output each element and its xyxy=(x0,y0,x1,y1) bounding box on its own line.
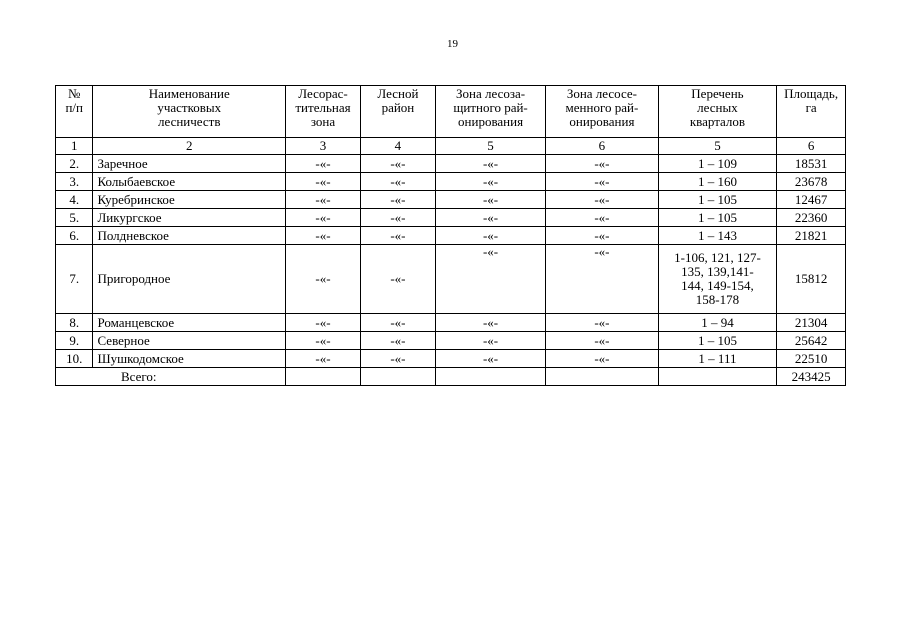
column-number: 5 xyxy=(435,138,545,155)
column-number: 6 xyxy=(777,138,846,155)
forestry-name: Северное xyxy=(93,332,286,350)
header-vegetation-zone: Лесорас- тительная зона xyxy=(286,86,361,138)
vegetation-zone-cell: -«- xyxy=(286,155,361,173)
protection-zone-cell: -«- xyxy=(435,173,545,191)
quarters-cell: 1-106, 121, 127- 135, 139,141- 144, 149-154, 158-178 xyxy=(658,245,777,314)
forestry-name: Куребринское xyxy=(93,191,286,209)
row-number: 4. xyxy=(56,191,93,209)
vegetation-zone-cell: -«- xyxy=(286,332,361,350)
vegetation-zone-cell: -«- xyxy=(286,227,361,245)
seed-zone-cell: -«- xyxy=(546,314,658,332)
header-no: № п/п xyxy=(56,86,93,138)
area-cell: 12467 xyxy=(777,191,846,209)
seed-zone-cell: -«- xyxy=(546,350,658,368)
seed-zone-cell: -«- xyxy=(546,155,658,173)
forest-district-cell: -«- xyxy=(360,245,435,314)
area-cell: 21304 xyxy=(777,314,846,332)
protection-zone-cell: -«- xyxy=(435,191,545,209)
area-cell: 23678 xyxy=(777,173,846,191)
table-row xyxy=(56,173,846,191)
forest-district-cell: -«- xyxy=(360,155,435,173)
vegetation-zone-cell: -«- xyxy=(286,350,361,368)
forestry-name: Пригородное xyxy=(93,245,286,314)
area-cell: 18531 xyxy=(777,155,846,173)
protection-zone-cell: -«- xyxy=(435,245,545,314)
protection-zone-cell: -«- xyxy=(435,332,545,350)
table-row xyxy=(56,191,846,209)
quarters-cell: 1 – 111 xyxy=(658,350,777,368)
protection-zone-cell: -«- xyxy=(435,209,545,227)
forest-district-cell: -«- xyxy=(360,227,435,245)
total-label: Всего: xyxy=(56,368,286,386)
forestry-name: Полдневское xyxy=(93,227,286,245)
column-number: 2 xyxy=(93,138,286,155)
forestry-name: Шушкодомское xyxy=(93,350,286,368)
table-row xyxy=(56,314,846,332)
seed-zone-cell: -«- xyxy=(546,173,658,191)
quarters-cell: 1 – 160 xyxy=(658,173,777,191)
forestry-name: Ликургское xyxy=(93,209,286,227)
forest-district-cell: -«- xyxy=(360,173,435,191)
quarters-cell: 1 – 143 xyxy=(658,227,777,245)
column-number: 4 xyxy=(360,138,435,155)
quarters-cell: 1 – 105 xyxy=(658,209,777,227)
area-cell: 22360 xyxy=(777,209,846,227)
protection-zone-cell: -«- xyxy=(435,227,545,245)
column-number: 3 xyxy=(286,138,361,155)
row-number: 6. xyxy=(56,227,93,245)
quarters-cell: 1 – 94 xyxy=(658,314,777,332)
seed-zone-cell: -«- xyxy=(546,332,658,350)
quarters-cell: 1 – 105 xyxy=(658,191,777,209)
empty-cell xyxy=(546,368,658,386)
row-number: 3. xyxy=(56,173,93,191)
quarters-cell: 1 – 109 xyxy=(658,155,777,173)
row-number: 2. xyxy=(56,155,93,173)
forestry-name: Романцевское xyxy=(93,314,286,332)
empty-cell xyxy=(360,368,435,386)
empty-cell xyxy=(658,368,777,386)
header-area: Площадь, га xyxy=(777,86,846,138)
forestry-name: Заречное xyxy=(93,155,286,173)
header-row xyxy=(56,86,846,138)
table-row xyxy=(56,227,846,245)
forest-district-cell: -«- xyxy=(360,350,435,368)
total-area: 243425 xyxy=(777,368,846,386)
row-number: 7. xyxy=(56,245,93,314)
header-seed-zone: Зона лесосе- менного рай- онирования xyxy=(546,86,658,138)
area-cell: 25642 xyxy=(777,332,846,350)
row-number: 9. xyxy=(56,332,93,350)
empty-cell xyxy=(286,368,361,386)
protection-zone-cell: -«- xyxy=(435,155,545,173)
column-number-row xyxy=(56,138,846,155)
seed-zone-cell: -«- xyxy=(546,209,658,227)
forest-district-cell: -«- xyxy=(360,314,435,332)
row-number: 5. xyxy=(56,209,93,227)
page-number: 19 xyxy=(447,38,458,50)
quarters-cell: 1 – 105 xyxy=(658,332,777,350)
vegetation-zone-cell: -«- xyxy=(286,191,361,209)
seed-zone-cell: -«- xyxy=(546,227,658,245)
area-cell: 22510 xyxy=(777,350,846,368)
header-forest-district: Лесной район xyxy=(360,86,435,138)
column-number: 5 xyxy=(658,138,777,155)
protection-zone-cell: -«- xyxy=(435,350,545,368)
area-cell: 15812 xyxy=(777,245,846,314)
forestry-table xyxy=(55,85,846,386)
table-row xyxy=(56,245,846,314)
table-row xyxy=(56,209,846,227)
header-name: Наименование участковых лесничеств xyxy=(93,86,286,138)
empty-cell xyxy=(435,368,545,386)
vegetation-zone-cell: -«- xyxy=(286,245,361,314)
vegetation-zone-cell: -«- xyxy=(286,314,361,332)
header-protection-zone: Зона лесоза- щитного рай- онирования xyxy=(435,86,545,138)
header-quarters: Перечень лесных кварталов xyxy=(658,86,777,138)
table-row xyxy=(56,155,846,173)
protection-zone-cell: -«- xyxy=(435,314,545,332)
forestry-name: Колыбаевское xyxy=(93,173,286,191)
column-number: 1 xyxy=(56,138,93,155)
forest-district-cell: -«- xyxy=(360,332,435,350)
table-row xyxy=(56,350,846,368)
forest-district-cell: -«- xyxy=(360,191,435,209)
row-number: 8. xyxy=(56,314,93,332)
total-row xyxy=(56,368,846,386)
vegetation-zone-cell: -«- xyxy=(286,173,361,191)
forest-district-cell: -«- xyxy=(360,209,435,227)
table-row xyxy=(56,332,846,350)
area-cell: 21821 xyxy=(777,227,846,245)
row-number: 10. xyxy=(56,350,93,368)
seed-zone-cell: -«- xyxy=(546,191,658,209)
seed-zone-cell: -«- xyxy=(546,245,658,314)
vegetation-zone-cell: -«- xyxy=(286,209,361,227)
column-number: 6 xyxy=(546,138,658,155)
